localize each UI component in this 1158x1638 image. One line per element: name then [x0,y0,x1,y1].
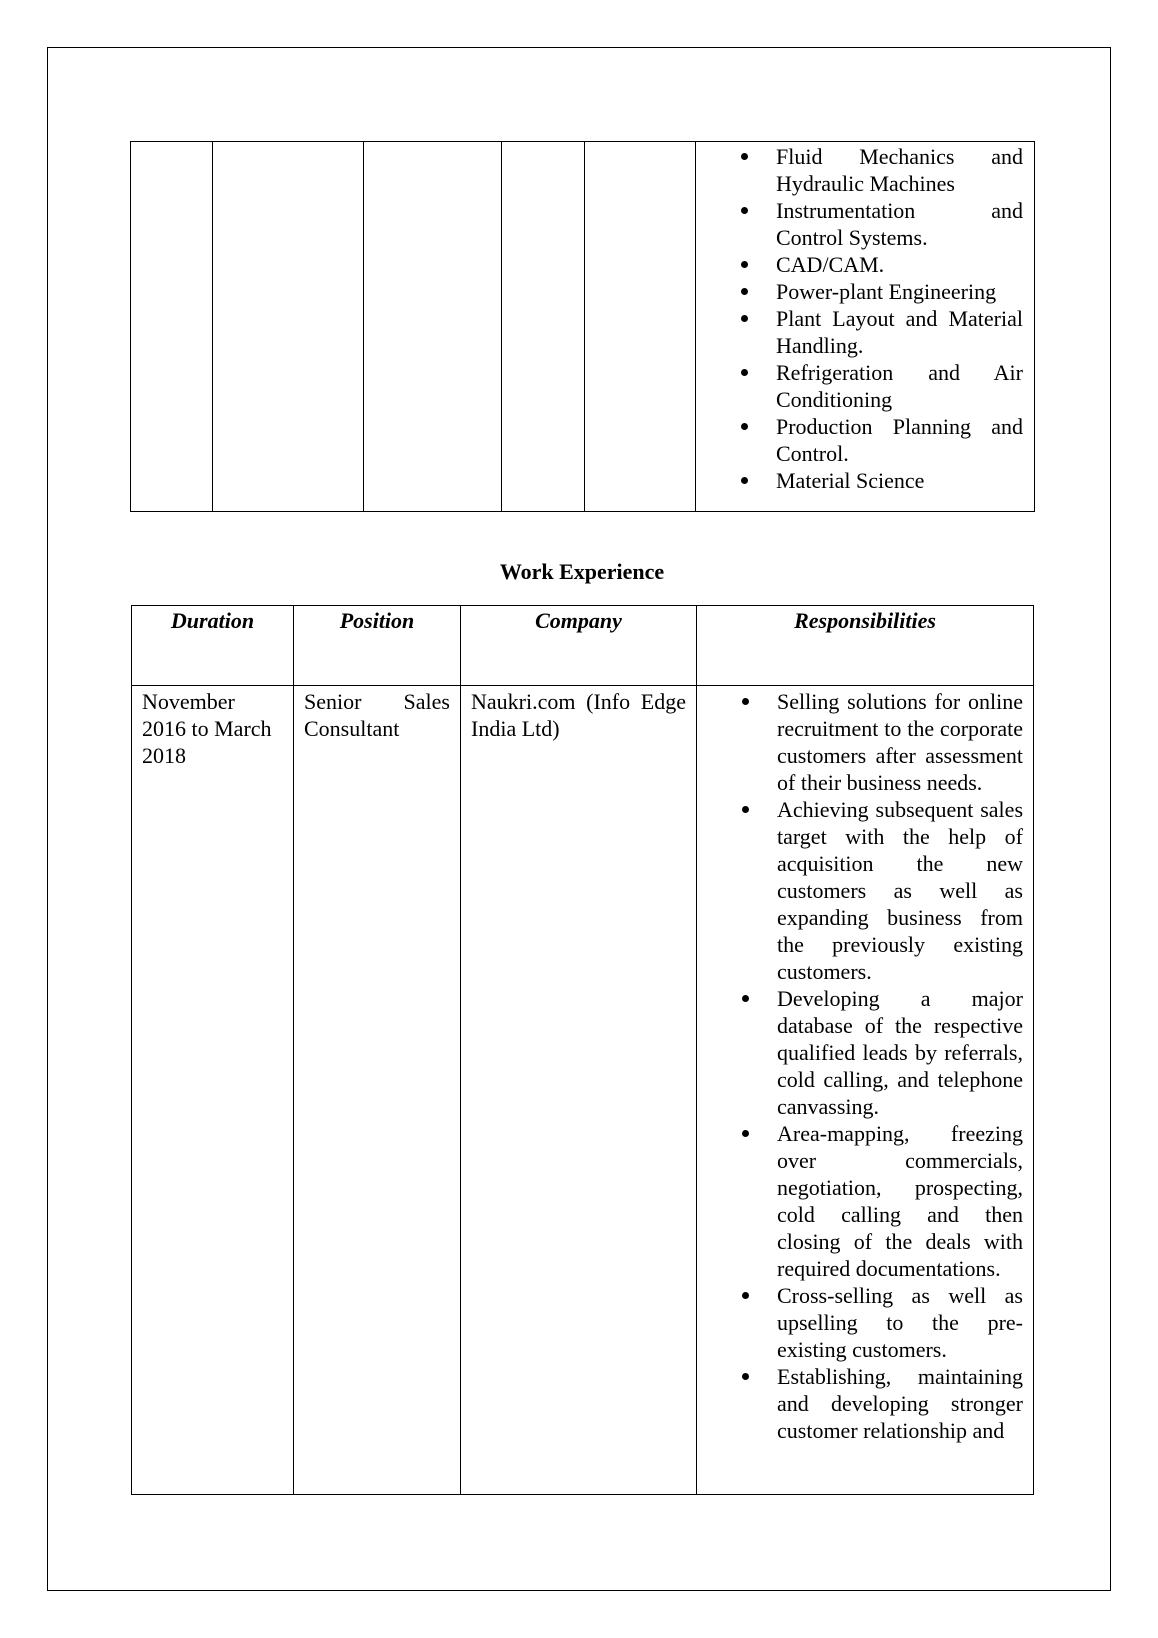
list-item: CAD/CAM. [696,251,1034,278]
subjects-cell [696,142,1035,512]
list-item: Material Science [696,467,1034,494]
list-item: Power-plant Engineering [696,278,1034,305]
empty-cell [364,142,502,512]
subjects-list [696,143,1034,494]
empty-cell [213,142,364,512]
empty-cell [585,142,696,512]
header-duration: Duration [132,606,294,686]
list-item: Selling solutions for online recruitment to the corporate customers after assessment of their business needs. [697,688,1033,796]
subjects-table [130,141,1035,512]
list-item: Fluid Mechanics and Hydraulic Machines [696,143,1034,197]
list-item: Establishing, maintaining and developing stronger customer relationship and [697,1363,1033,1444]
list-item: Production Planning and Control. [696,413,1034,467]
responsibilities-list [697,688,1033,1444]
list-item: Plant Layout and Material Handling. [696,305,1034,359]
responsibilities-cell [697,686,1034,1495]
list-item: Developing a major database of the respective qualified leads by referrals, cold calling, and telephone canvassing. [697,985,1033,1120]
table-row [132,686,1034,1495]
work-experience-table [131,605,1034,1495]
company-cell: Naukri.com (Info Edge India Ltd) [461,686,697,1495]
position-cell: Senior Sales Consultant [294,686,461,1495]
header-company: Company [461,606,697,686]
list-item: Instrumentation and Control Systems. [696,197,1034,251]
empty-cell [502,142,585,512]
empty-cell [131,142,213,512]
list-item: Refrigeration and Air Conditioning [696,359,1034,413]
header-position: Position [294,606,461,686]
list-item: Cross-selling as well as upselling to the pre-existing customers. [697,1282,1033,1363]
duration-cell: November 2016 to March 2018 [132,686,294,1495]
section-title-work-experience: Work Experience [499,559,665,584]
list-item: Area-mapping, freezing over commercials, negotiation, prospecting, cold calling and then closing of the deals with required documentations. [697,1120,1033,1282]
list-item: Achieving subsequent sales target with the help of acquisition the new customers as well as expanding business from the previously existing customers. [697,796,1033,985]
header-responsibilities: Responsibilities [697,606,1034,686]
